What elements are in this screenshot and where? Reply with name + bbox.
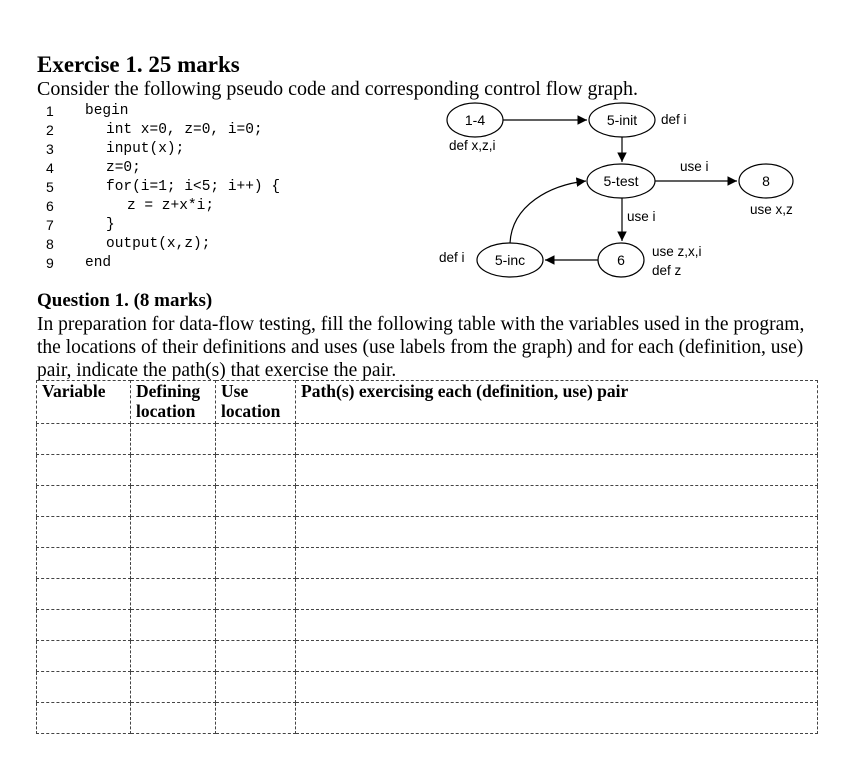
node-5-init-label: 5-init [606, 112, 638, 128]
line-number: 9 [46, 255, 54, 271]
code-line [36, 140, 436, 159]
table-header-row [37, 381, 818, 424]
table-cell[interactable] [296, 641, 818, 672]
code-text: output(x,z); [106, 236, 211, 252]
table-row [37, 517, 818, 548]
label-use-i-mid: use i [627, 209, 656, 224]
table-cell[interactable] [216, 486, 296, 517]
pseudo-code [36, 102, 436, 273]
line-number: 1 [46, 103, 54, 119]
table-cell[interactable] [37, 579, 131, 610]
table-cell[interactable] [296, 579, 818, 610]
table-cell[interactable] [37, 486, 131, 517]
header-use-location: Use location [216, 381, 296, 424]
header-variable: Variable [37, 381, 131, 424]
code-text: begin [85, 103, 129, 119]
table-cell[interactable] [131, 703, 216, 734]
table-cell[interactable] [296, 517, 818, 548]
table-cell[interactable] [216, 641, 296, 672]
table-cell[interactable] [131, 455, 216, 486]
table-row [37, 672, 818, 703]
code-line [36, 102, 436, 121]
code-text: z=0; [106, 160, 141, 176]
table-cell[interactable] [131, 424, 216, 455]
code-text: int x=0, z=0, i=0; [106, 122, 263, 138]
table-row [37, 641, 818, 672]
table-cell[interactable] [37, 548, 131, 579]
line-number: 3 [46, 141, 54, 157]
label-use-xz: use x,z [750, 202, 793, 217]
table-cell[interactable] [37, 517, 131, 548]
node-5-test-label: 5-test [603, 173, 639, 189]
table-cell[interactable] [37, 703, 131, 734]
edge-5-inc-to-5-test [510, 181, 586, 243]
line-number: 4 [46, 160, 54, 176]
table-cell[interactable] [296, 610, 818, 641]
question-text: In preparation for data-flow testing, fill the following table with the variables used in the program, the locations of their definitions and uses (use labels from the graph) and for each (definition, use) pair, indicate the path(s) that exercise the pair. [37, 314, 805, 381]
code-line [36, 178, 436, 197]
header-defining-location: Defining location [131, 381, 216, 424]
table-cell[interactable] [296, 424, 818, 455]
table-cell[interactable] [131, 486, 216, 517]
table-cell[interactable] [37, 610, 131, 641]
label-use-i-top: use i [680, 159, 709, 174]
table-cell[interactable] [216, 703, 296, 734]
label-def-xzi: def x,z,i [449, 138, 496, 153]
exercise-title: Exercise 1. 25 marks [37, 52, 240, 77]
table-cell[interactable] [131, 579, 216, 610]
table-cell[interactable] [37, 455, 131, 486]
line-number: 5 [46, 179, 54, 195]
table-cell[interactable] [37, 641, 131, 672]
code-line [36, 235, 436, 254]
line-number: 7 [46, 217, 54, 233]
table-cell[interactable] [37, 672, 131, 703]
header-paths: Path(s) exercising each (definition, use) pair [296, 381, 818, 424]
table-cell[interactable] [216, 455, 296, 486]
table-cell[interactable] [216, 424, 296, 455]
code-text: for(i=1; i<5; i++) { [106, 179, 281, 195]
label-use-zxi: use z,x,i [652, 244, 702, 259]
node-5-inc-label: 5-inc [494, 252, 526, 268]
node-6-label: 6 [617, 252, 625, 268]
table-cell[interactable] [131, 672, 216, 703]
code-text: end [85, 255, 112, 271]
table-cell[interactable] [296, 548, 818, 579]
code-text: input(x); [106, 141, 185, 157]
control-flow-graph [420, 95, 820, 290]
table-cell[interactable] [216, 610, 296, 641]
table-cell[interactable] [216, 548, 296, 579]
table-row [37, 424, 818, 455]
code-line [36, 197, 436, 216]
node-1-4-label: 1-4 [464, 112, 486, 128]
label-def-z: def z [652, 263, 682, 278]
table-row [37, 579, 818, 610]
table-cell[interactable] [216, 672, 296, 703]
table-row [37, 455, 818, 486]
exercise-intro: Consider the following pseudo code and corresponding control flow graph. [37, 78, 638, 100]
line-number: 6 [46, 198, 54, 214]
table-cell[interactable] [37, 424, 131, 455]
node-8-label: 8 [762, 173, 770, 189]
table-cell[interactable] [296, 703, 818, 734]
label-def-i-init: def i [661, 112, 687, 127]
table-cell[interactable] [131, 641, 216, 672]
table-cell[interactable] [131, 517, 216, 548]
table-row [37, 548, 818, 579]
line-number: 2 [46, 122, 54, 138]
line-number: 8 [46, 236, 54, 252]
table-cell[interactable] [296, 672, 818, 703]
table-cell[interactable] [131, 548, 216, 579]
code-line [36, 254, 436, 273]
table-row [37, 610, 818, 641]
question-title: Question 1. (8 marks) [37, 290, 213, 311]
table-row [37, 703, 818, 734]
table-cell[interactable] [296, 455, 818, 486]
code-text: } [106, 217, 115, 233]
table-cell[interactable] [131, 610, 216, 641]
table-cell[interactable] [216, 579, 296, 610]
code-line [36, 159, 436, 178]
code-line [36, 121, 436, 140]
code-line [36, 216, 436, 235]
answer-table [36, 380, 818, 734]
code-text: z = z+x*i; [127, 198, 215, 214]
label-def-i-inc: def i [439, 250, 465, 265]
table-cell[interactable] [296, 486, 818, 517]
table-row [37, 486, 818, 517]
table-cell[interactable] [216, 517, 296, 548]
